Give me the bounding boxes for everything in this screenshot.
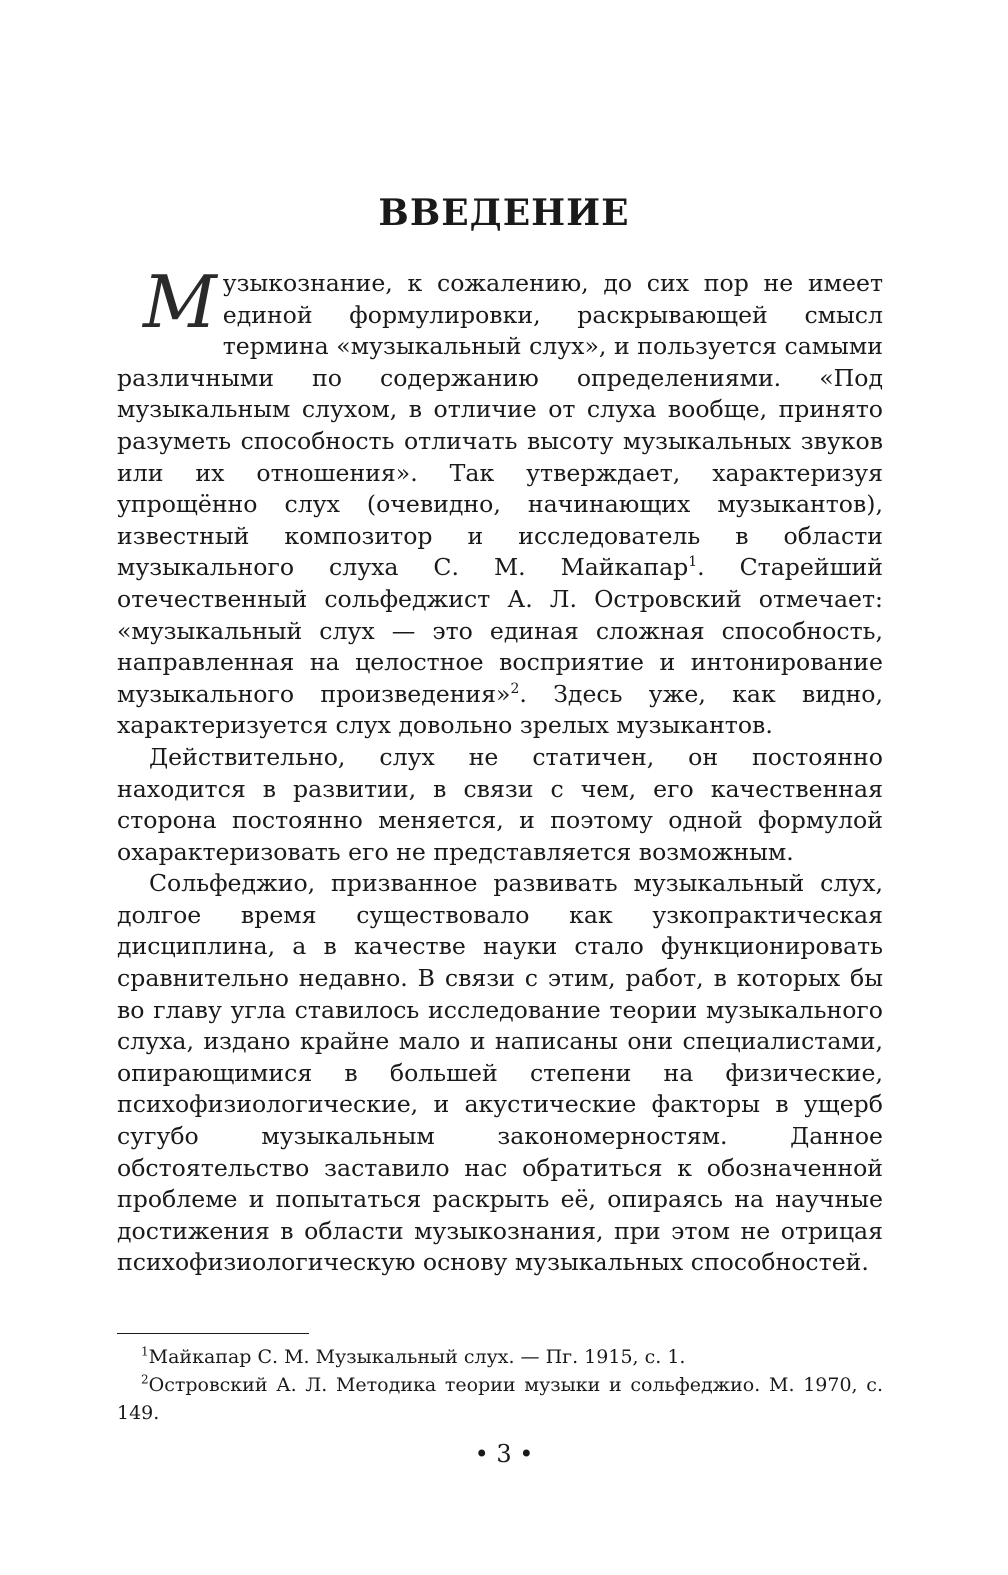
footnotes xyxy=(117,1343,883,1427)
footnote-1-text: Майкапар С. М. Музыкальный слух. — Пг. 1915, с. 1. xyxy=(148,1346,686,1368)
drop-cap: М xyxy=(143,260,217,344)
paragraph-1-text: узыкознание, к сожалению, до сих пор не имеет единой формулировки, раскрывающей смысл термина «музыкальный слух», и пользуется самыми различными по содержанию определениями. «Под музыкальным слухом, в отличие от слуха вообще, принято разуметь способность отличать высоту музыкальных звуков или их отношения». Так утверждает, характеризуя упрощённо слух (очевидно, начинающих музыкантов), известный композитор и исследователь в области музыкального слуха С. М. Майкапар xyxy=(117,269,883,582)
footnote-ref-2: 2 xyxy=(510,680,520,697)
paragraph-1-text-cont: . Старейший отечественный сольфеджист А. Л. Островский отмечает: «музыкальный слух — это единая сложная способность, направленная на целостное восприятие и интонирование музыкального произведения» xyxy=(117,553,883,708)
footnote-2-number: 2 xyxy=(141,1372,149,1387)
main-text xyxy=(117,260,884,1279)
page-title: ВВЕДЕНИЕ xyxy=(378,192,630,235)
footnote-2 xyxy=(117,1371,883,1427)
footnote-divider xyxy=(117,1333,309,1334)
paragraph-1-text-end: . Здесь уже, как видно, характеризуется слух довольно зрелых музыкантов. xyxy=(117,679,884,740)
paragraph-1 xyxy=(117,260,884,742)
page-number: • 3 • xyxy=(474,1440,534,1468)
paragraph-3: Сольфеджио, призванное развивать музыкальный слух, долгое время существовало как узкопрактическая дисциплина, а в качестве науки стало функционировать сравнительно недавно. В связи с этим, работ, в которых бы во главу угла ставилось исследование теории музыкального слуха, издано крайне мало и написаны они специалистами, опирающимися в большей степени на физические, психофизиологические, и акустические факторы в ущерб сугубо музыкальным закономерностям. Данное обстоятельство заставило нас обратиться к обозначенной проблеме и попытаться раскрыть её, опираясь на научные достижения в области музыкознания, при этом не отрицая психофизиологическую основу музыкальных способностей. xyxy=(117,869,883,1277)
footnote-1-number: 1 xyxy=(141,1344,149,1359)
footnote-1 xyxy=(117,1343,883,1371)
footnote-2-text: Островский А. Л. Методика теории музыки и сольфеджио. М. 1970, с. 149. xyxy=(117,1374,883,1424)
paragraph-2: Действительно, слух не статичен, он постоянно находится в развитии, в связи с чем, его качественная сторона постоянно меняется, и поэтому одной формулой охарактеризовать его не представляется возможным. xyxy=(117,742,883,866)
footnote-ref-1: 1 xyxy=(688,554,698,571)
